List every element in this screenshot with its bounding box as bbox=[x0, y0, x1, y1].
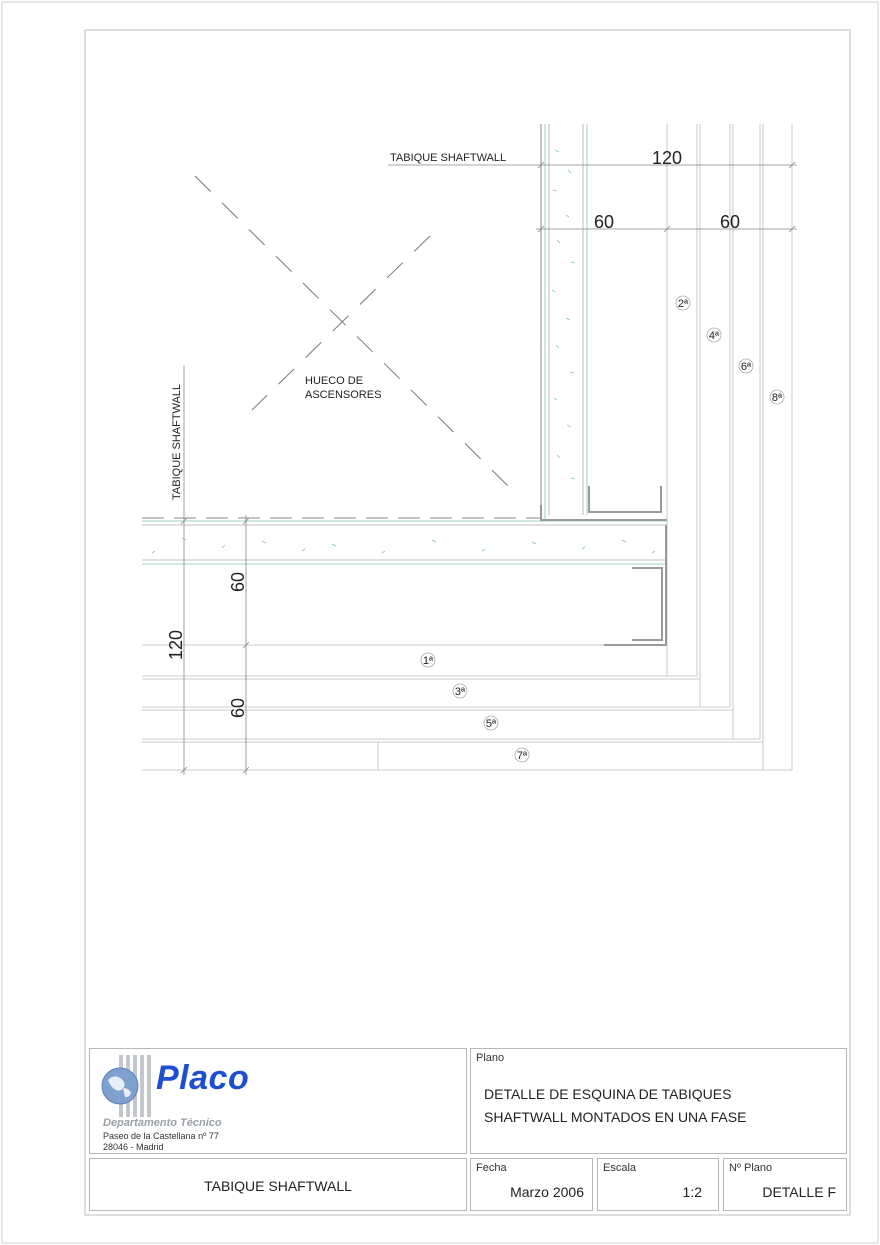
layer-marker-bottom-3 bbox=[484, 716, 498, 730]
hueco-line1: HUECO DE bbox=[305, 375, 364, 387]
project-box bbox=[89, 1158, 467, 1211]
core-hatch bbox=[152, 150, 655, 553]
corner-studs bbox=[541, 486, 667, 645]
layer-label-5: 5ª bbox=[485, 718, 497, 730]
numero-box bbox=[723, 1158, 847, 1211]
hueco-line2: ASCENSORES bbox=[305, 389, 382, 401]
layer-label-6: 6ª bbox=[740, 361, 752, 373]
address-line1: Paseo de la Castellana nº 77 bbox=[103, 1131, 219, 1141]
plano-box bbox=[470, 1048, 847, 1154]
dim-half-top-b: 60 bbox=[720, 212, 741, 232]
fecha-value: Marzo 2006 bbox=[510, 1184, 584, 1200]
layer-label-2: 2ª bbox=[677, 298, 689, 310]
escala-box bbox=[597, 1158, 719, 1211]
project-name: TABIQUE SHAFTWALL bbox=[204, 1178, 352, 1194]
fecha-box bbox=[470, 1158, 593, 1211]
layer-label-7: 7ª bbox=[516, 750, 528, 762]
vertical-wall bbox=[541, 124, 792, 770]
layer-marker-right-3 bbox=[739, 359, 753, 373]
wall-label-left: TABIQUE SHAFTWALL bbox=[171, 383, 183, 500]
logo-text: Placo bbox=[156, 1059, 250, 1097]
shaft-cross bbox=[195, 176, 510, 488]
layer-marker-bottom-2 bbox=[453, 684, 467, 698]
dim-total-left: 120 bbox=[166, 629, 186, 660]
escala-label: Escala bbox=[603, 1162, 637, 1174]
layer-label-3: 3ª bbox=[454, 686, 466, 698]
dim-total-top: 120 bbox=[652, 148, 683, 168]
dim-half-left-a: 60 bbox=[228, 571, 248, 592]
plano-title-line2: SHAFTWALL MONTADOS EN UNA FASE bbox=[484, 1109, 747, 1125]
layer-label-1: 1ª bbox=[422, 655, 434, 667]
plano-label: Plano bbox=[476, 1052, 505, 1064]
escala-value: 1:2 bbox=[682, 1184, 702, 1200]
layer-label-8: 8ª bbox=[771, 392, 783, 404]
layer-marker-right-4 bbox=[770, 390, 784, 404]
layer-label-4: 4ª bbox=[708, 330, 720, 342]
layer-marker-right-1 bbox=[676, 296, 690, 310]
plano-title-line1: DETALLE DE ESQUINA DE TABIQUES bbox=[484, 1086, 732, 1102]
layer-marker-right-2 bbox=[707, 328, 721, 342]
horizontal-wall bbox=[142, 518, 792, 770]
numero-label: Nº Plano bbox=[729, 1162, 773, 1174]
department-text: Departamento Técnico bbox=[103, 1117, 222, 1129]
dim-half-left-b: 60 bbox=[228, 697, 248, 718]
layer-marker-bottom-1 bbox=[421, 653, 435, 667]
address-line2: 28046 - Madrid bbox=[103, 1142, 164, 1152]
logo-box bbox=[89, 1048, 467, 1154]
sheet-inner-border bbox=[85, 30, 850, 1215]
dim-half-top-a: 60 bbox=[594, 212, 615, 232]
fecha-label: Fecha bbox=[476, 1162, 507, 1174]
layer-marker-bottom-4 bbox=[515, 748, 529, 762]
wall-label-top: TABIQUE SHAFTWALL bbox=[390, 152, 507, 164]
numero-value: DETALLE F bbox=[762, 1184, 836, 1200]
